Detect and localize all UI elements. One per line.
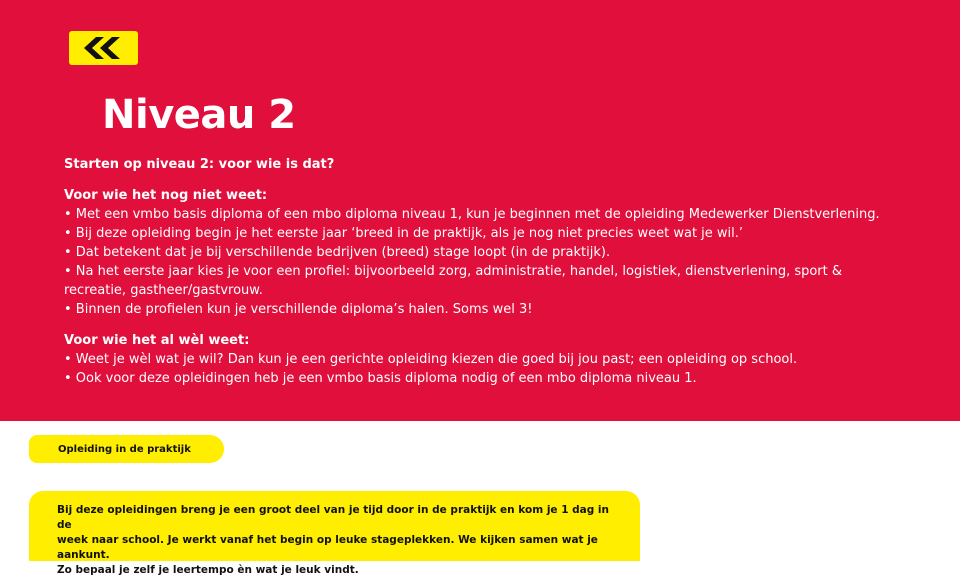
list-item: • Met een vmbo basis diploma of een mbo diploma niveau 1, kun je beginnen met de opleiding Medewerker Dienstverlening. — [64, 207, 880, 222]
intro-heading: Starten op niveau 2: voor wie is dat? — [64, 157, 335, 172]
card-text-line: week naar school. Je werkt vanaf het begin op leuke stageplekken. We kijken samen wat je aankunt. — [57, 534, 598, 561]
section-not-yet-know — [64, 186, 894, 319]
list-item: • Dat betekent dat je bij verschillende bedrijven (breed) stage loopt (in de praktijk). — [64, 245, 611, 260]
list-item: • Bij deze opleiding begin je het eerste jaar ‘breed in de praktijk, als je nog niet precies weet wat je wil.’ — [64, 226, 744, 241]
card-text-line: Bij deze opleidingen breng je een groot deel van je tijd door in de praktijk en kom je 1 dag in de — [57, 504, 610, 531]
list-item: • Ook voor deze opleidingen heb je een vmbo basis diploma nodig of een mbo diploma niveau 1. — [64, 371, 697, 386]
page-title: Niveau 2 — [102, 92, 296, 138]
hero-content — [64, 155, 894, 400]
section-heading: Voor wie het al wèl weet: — [64, 333, 250, 348]
double-chevron-left-icon — [82, 37, 126, 59]
back-button[interactable] — [69, 31, 138, 65]
list-item: • Binnen de profielen kun je verschillende diploma’s halen. Soms wel 3! — [64, 302, 533, 317]
tag-opleiding-in-de-praktijk[interactable]: Opleiding in de praktijk — [29, 435, 224, 463]
section-already-know — [64, 331, 894, 388]
list-item: • Na het eerste jaar kies je voor een profiel: bijvoorbeeld zorg, administratie, handel, logistiek, dienstverlening, sport & recreatie, gastheer/gastvrouw. — [64, 264, 843, 298]
section-heading: Voor wie het nog niet weet: — [64, 188, 268, 203]
card-text-line: Zo bepaal je zelf je leertempo èn wat je leuk vindt. — [57, 564, 359, 576]
info-card — [29, 491, 640, 576]
list-item: • Weet je wèl wat je wil? Dan kun je een gerichte opleiding kiezen die goed bij jou past; een opleiding op school. — [64, 352, 798, 367]
